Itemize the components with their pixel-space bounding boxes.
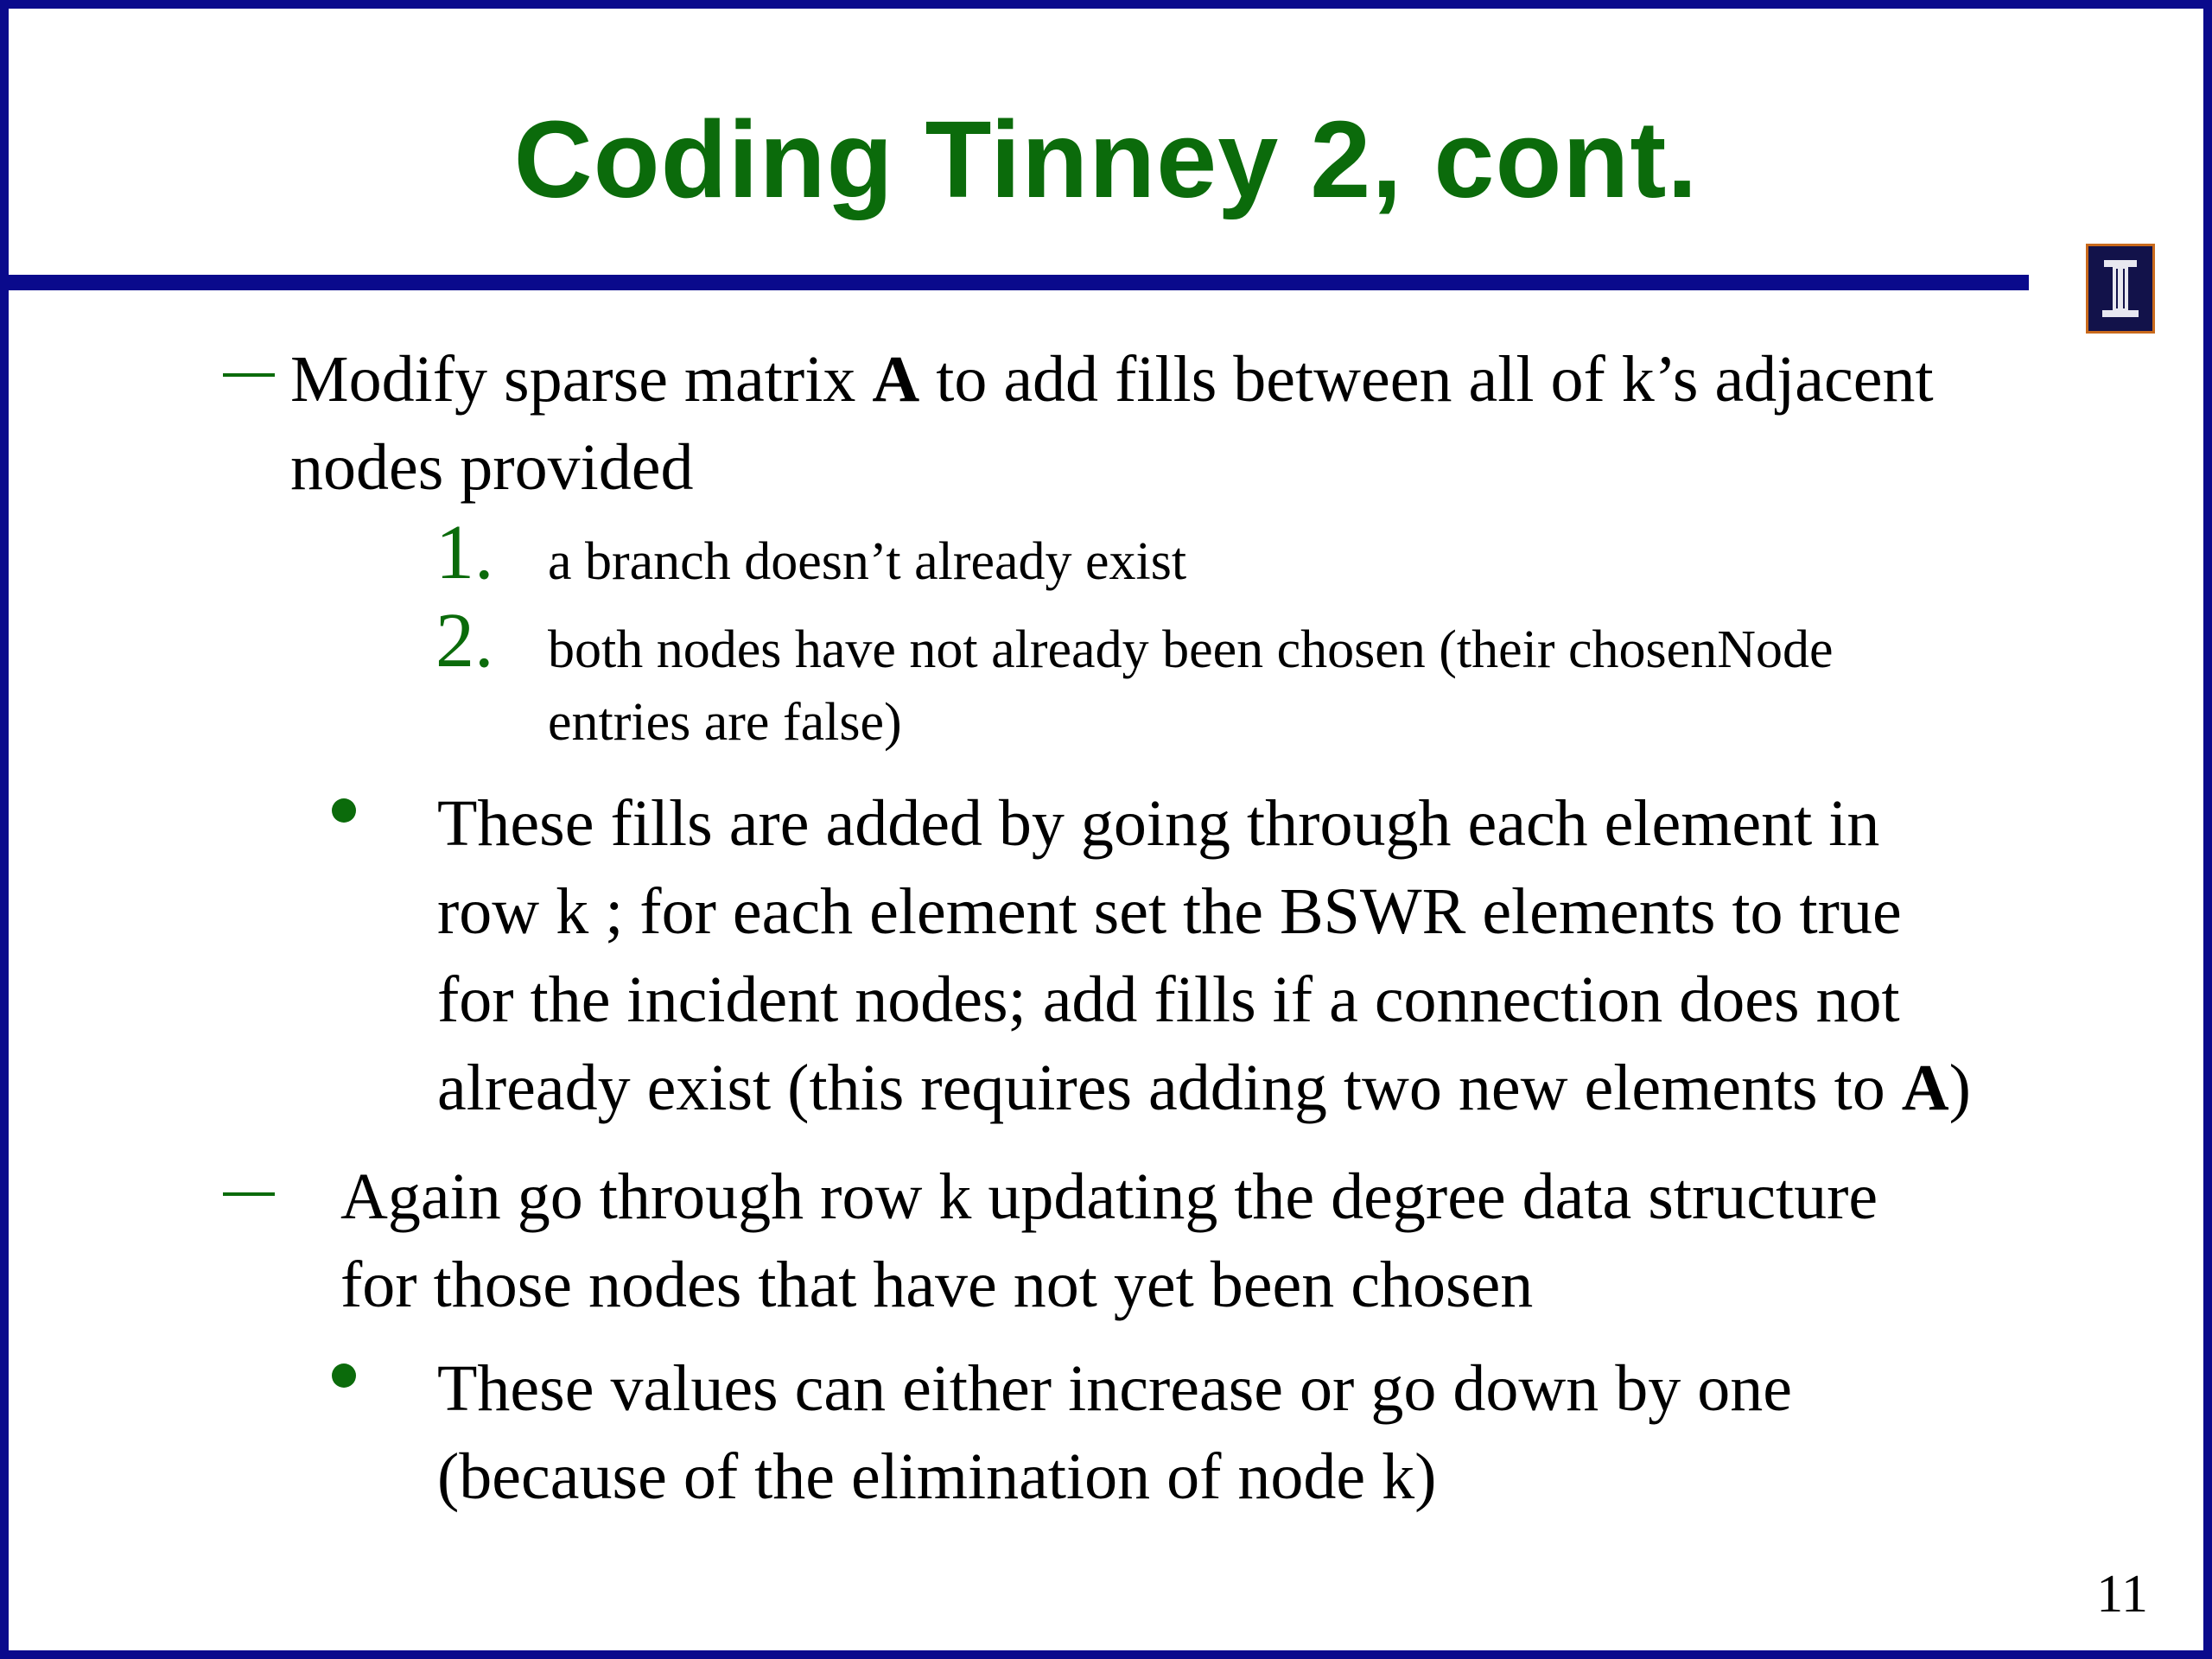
dash-marker (223, 1192, 275, 1196)
text-line: for the incident nodes; add fills if a connection does not (437, 963, 1900, 1036)
text-line: row k ; for each element set the BSWR elements to true (437, 875, 1902, 948)
text-line: These fills are added by going through each element in (437, 787, 1880, 860)
text-line: Modify sparse matrix A to add fills between all of k’s adjacent (290, 343, 1934, 416)
page-number: 11 (2096, 1565, 2148, 1624)
number-marker: 2. (435, 598, 494, 683)
text-line: These values can either increase or go down by one (437, 1352, 1792, 1425)
bullet-marker (332, 798, 356, 823)
text-line: entries are false) (548, 693, 902, 752)
title-underline (9, 275, 2029, 290)
text-line: Again go through row k updating the degree data structure (340, 1160, 1878, 1233)
number-marker: 1. (435, 510, 494, 595)
slide-title: Coding Tinney 2, cont. (513, 99, 1699, 220)
bold-matrix-label: A (872, 343, 920, 416)
text-line: a branch doesn’t already exist (548, 532, 1187, 591)
text-line: both nodes have not already been chosen (their chosenNode (548, 620, 1834, 679)
text-line: already exist (this requires adding two new elements to A) (437, 1052, 1971, 1124)
bold-matrix-label: A (1901, 1052, 1949, 1124)
university-column-logo-icon (2086, 244, 2155, 334)
bullet-marker (332, 1363, 356, 1388)
dash-marker (223, 373, 275, 377)
text-line: (because of the elimination of node k) (437, 1440, 1437, 1513)
text-line: for those nodes that have not yet been chosen (340, 1249, 1534, 1321)
text-line: nodes provided (290, 431, 694, 504)
